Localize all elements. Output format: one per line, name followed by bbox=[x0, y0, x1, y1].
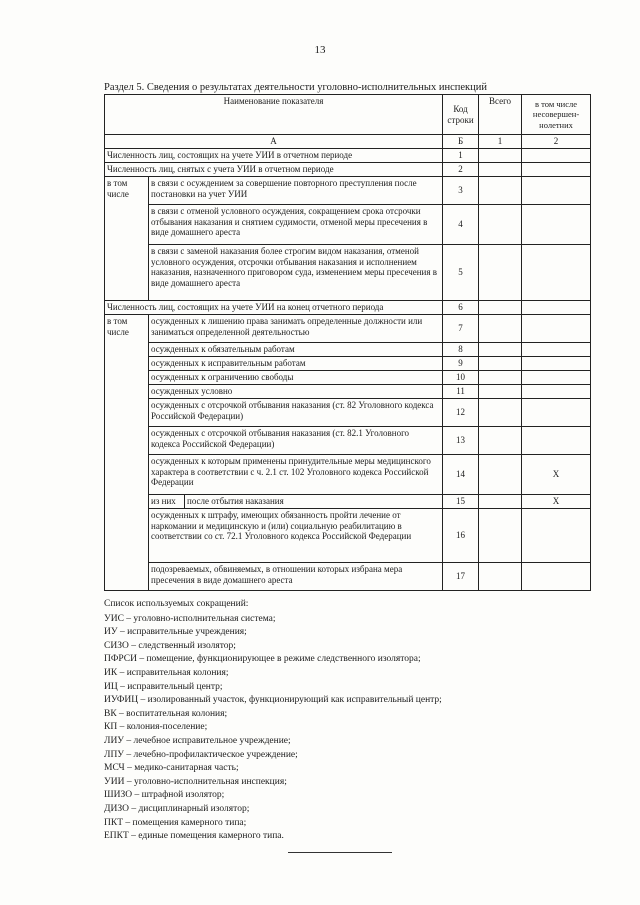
table-row bbox=[105, 494, 591, 508]
table-row bbox=[105, 314, 591, 342]
row-code: 16 bbox=[443, 508, 479, 562]
header-indicator-name: Наименование показателя bbox=[105, 95, 443, 135]
section-title: Раздел 5. Сведения о результатах деятельности уголовно-исполнительных инспекций bbox=[104, 82, 487, 93]
page-number: 13 bbox=[314, 44, 326, 56]
row-minors-cell bbox=[522, 244, 591, 300]
from-them-label: из них bbox=[149, 494, 185, 508]
abbreviation-item: ПФРСИ – помещение, функционирующее в режиме следственного изолятора; bbox=[104, 654, 421, 665]
abbreviation-item: УИС – уголовно-исполнительная система; bbox=[104, 613, 276, 624]
row-label: Численность лиц, состоящих на учете УИИ в отчетном периоде bbox=[105, 148, 443, 162]
row-label: Численность лиц, снятых с учета УИИ в отчетном периоде bbox=[105, 162, 443, 176]
row-code: 17 bbox=[443, 562, 479, 590]
row-total-cell bbox=[479, 426, 522, 454]
row-code: 10 bbox=[443, 370, 479, 384]
row-label: осужденных к исправительным работам bbox=[149, 356, 443, 370]
abbreviation-item: ИУ – исправительные учреждения; bbox=[104, 627, 247, 638]
row-total-cell bbox=[479, 244, 522, 300]
row-total-cell bbox=[479, 162, 522, 176]
abbreviation-item: ДИЗО – дисциплинарный изолятор; bbox=[104, 803, 250, 814]
abbreviations-title: Список используемых сокращений: bbox=[104, 599, 249, 609]
header-total: Всего bbox=[479, 95, 522, 135]
row-total-cell bbox=[479, 454, 522, 494]
row-total-cell bbox=[479, 562, 522, 590]
footer-divider bbox=[288, 852, 392, 853]
row-minors-cell bbox=[522, 300, 591, 314]
header-minors: в том числе несовершен-нолетних bbox=[522, 95, 591, 135]
row-code: 11 bbox=[443, 384, 479, 398]
row-minors-cell bbox=[522, 148, 591, 162]
abbreviation-item: ВК – воспитательная колония; bbox=[104, 708, 228, 719]
row-minors-cell bbox=[522, 356, 591, 370]
table-row bbox=[105, 508, 591, 562]
row-total-cell bbox=[479, 370, 522, 384]
row-total-cell bbox=[479, 300, 522, 314]
row-label: в связи с отменой условного осуждения, сокращением срока отсрочки отбывания наказания и снятием судимости, отменой меры пресечения в виде домашнего ареста bbox=[149, 204, 443, 244]
letter-b: Б bbox=[443, 135, 479, 149]
row-code: 1 bbox=[443, 148, 479, 162]
row-total-cell bbox=[479, 398, 522, 426]
row-minors-cell bbox=[522, 342, 591, 356]
table-row bbox=[105, 176, 591, 204]
row-label: подозреваемых, обвиняемых, в отношении которых избрана мера пресечения в виде домашнего ареста bbox=[149, 562, 443, 590]
header-row-code: Код строки bbox=[443, 95, 479, 135]
table-row bbox=[105, 148, 591, 162]
abbreviation-item: ШИЗО – штрафной изолятор; bbox=[104, 790, 225, 801]
row-total-cell bbox=[479, 342, 522, 356]
table-row bbox=[105, 398, 591, 426]
table-letters-row bbox=[105, 135, 591, 149]
abbreviations-list bbox=[104, 598, 442, 844]
row-total-cell bbox=[479, 356, 522, 370]
row-code: 14 bbox=[443, 454, 479, 494]
row-minors-cell bbox=[522, 426, 591, 454]
table-row bbox=[105, 204, 591, 244]
row-total-cell bbox=[479, 148, 522, 162]
row-minors-cell bbox=[522, 162, 591, 176]
abbreviation-item: ИУФИЦ – изолированный участок, функционирующий как исправительный центр; bbox=[104, 695, 442, 706]
row-total-cell bbox=[479, 384, 522, 398]
row-code: 8 bbox=[443, 342, 479, 356]
abbreviation-item: КП – колония-поселение; bbox=[104, 722, 208, 733]
row-minors-cell bbox=[522, 370, 591, 384]
abbreviation-item: ПКТ – помещения камерного типа; bbox=[104, 817, 247, 828]
abbreviation-item: ЛИУ – лечебное исправительное учреждение; bbox=[104, 735, 291, 746]
letter-1: 1 bbox=[479, 135, 522, 149]
row-label: осужденных условно bbox=[149, 384, 443, 398]
row-code: 7 bbox=[443, 314, 479, 342]
in-that-number-label: в том числе bbox=[105, 176, 149, 300]
row-minors-cell: X bbox=[522, 454, 591, 494]
row-code: 6 bbox=[443, 300, 479, 314]
table-row bbox=[105, 370, 591, 384]
row-code: 3 bbox=[443, 176, 479, 204]
row-total-cell bbox=[479, 204, 522, 244]
abbreviation-item: ЕПКТ – единые помещения камерного типа. bbox=[104, 831, 284, 842]
row-code: 4 bbox=[443, 204, 479, 244]
row-label: осужденных к обязательным работам bbox=[149, 342, 443, 356]
abbreviation-item: УИИ – уголовно-исполнительная инспекция; bbox=[104, 776, 287, 787]
row-code: 13 bbox=[443, 426, 479, 454]
row-code: 9 bbox=[443, 356, 479, 370]
row-minors-cell bbox=[522, 562, 591, 590]
row-label: осужденных с отсрочкой отбывания наказания (ст. 82.1 Уголовного кодекса Российской Федерации) bbox=[149, 426, 443, 454]
row-label: осужденных с отсрочкой отбывания наказания (ст. 82 Уголовного кодекса Российской Федерации) bbox=[149, 398, 443, 426]
row-minors-cell bbox=[522, 508, 591, 562]
table-header-row bbox=[105, 95, 591, 135]
row-minors-cell bbox=[522, 398, 591, 426]
row-label: осужденных к штрафу, имеющих обязанность пройти лечение от наркомании и медицинскую и (или) социальную реабилитацию в соответствии со ст. 72.1 Уголовного кодекса Российской Федерации bbox=[149, 508, 443, 562]
letter-2: 2 bbox=[522, 135, 591, 149]
row-code: 15 bbox=[443, 494, 479, 508]
abbreviation-item: ИК – исправительная колония; bbox=[104, 667, 229, 678]
table-row bbox=[105, 300, 591, 314]
row-code: 2 bbox=[443, 162, 479, 176]
row-label: после отбытия наказания bbox=[185, 494, 443, 508]
letter-a: А bbox=[105, 135, 443, 149]
table-row bbox=[105, 384, 591, 398]
table-row bbox=[105, 244, 591, 300]
row-label: осужденных к ограничению свободы bbox=[149, 370, 443, 384]
row-label: осужденных к лишению права занимать определенные должности или заниматься определенной деятельностью bbox=[149, 314, 443, 342]
table-row bbox=[105, 454, 591, 494]
abbreviation-item: МСЧ – медико-санитарная часть; bbox=[104, 763, 239, 774]
row-label: осужденных к которым применены принудительные меры медицинского характера в соответствии с ч. 2.1 ст. 102 Уголовного кодекса Российской Федерации bbox=[149, 454, 443, 494]
row-total-cell bbox=[479, 314, 522, 342]
in-that-number-label: в том числе bbox=[105, 314, 149, 590]
row-label: в связи с осуждением за совершение повторного преступления после постановки на учет УИИ bbox=[149, 176, 443, 204]
row-total-cell bbox=[479, 494, 522, 508]
row-total-cell bbox=[479, 176, 522, 204]
table-row bbox=[105, 356, 591, 370]
report-table bbox=[104, 94, 591, 591]
row-minors-cell bbox=[522, 204, 591, 244]
row-minors-cell bbox=[522, 314, 591, 342]
abbreviation-item: СИЗО – следственный изолятор; bbox=[104, 640, 236, 651]
row-minors-cell bbox=[522, 384, 591, 398]
row-code: 5 bbox=[443, 244, 479, 300]
row-code: 12 bbox=[443, 398, 479, 426]
row-minors-cell bbox=[522, 176, 591, 204]
table-row bbox=[105, 562, 591, 590]
table-row bbox=[105, 162, 591, 176]
row-total-cell bbox=[479, 508, 522, 562]
row-label: Численность лиц, состоящих на учете УИИ на конец отчетного периода bbox=[105, 300, 443, 314]
row-minors-cell: X bbox=[522, 494, 591, 508]
table-row bbox=[105, 426, 591, 454]
abbreviation-item: ЛПУ – лечебно-профилактическое учреждение; bbox=[104, 749, 298, 760]
table-row bbox=[105, 342, 591, 356]
row-label: в связи с заменой наказания более строгим видом наказания, отменой условного осуждения, отсрочки отбывания наказания и исполнением наказания, назначенного приговором суда, изменением меры пресечения в виде домашнего ареста bbox=[149, 244, 443, 300]
abbreviation-item: ИЦ – исправительный центр; bbox=[104, 681, 223, 692]
